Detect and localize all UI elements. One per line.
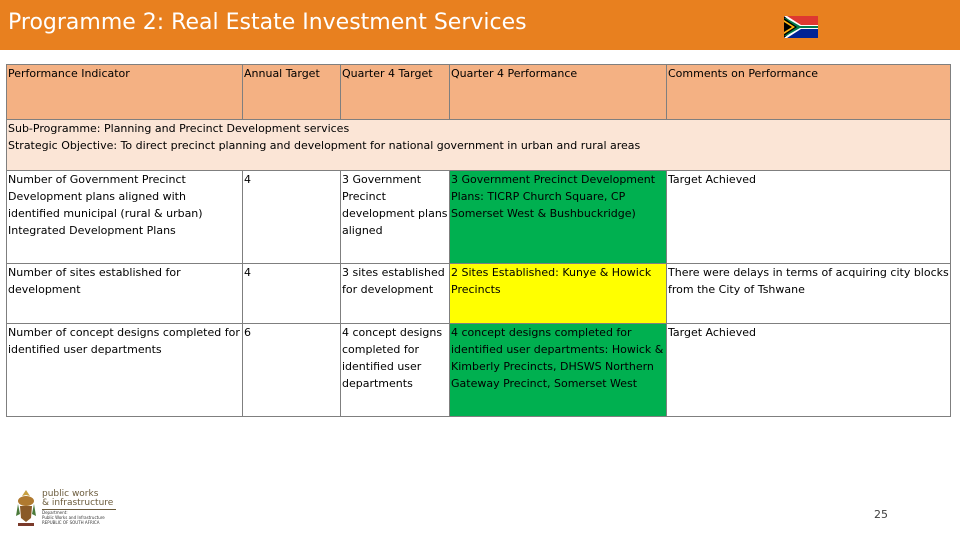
coat-of-arms-icon: [14, 488, 38, 528]
strategic-objective: Strategic Objective: To direct precinct planning and development for national government in urban and rural areas: [8, 139, 641, 152]
header-q4-target: Quarter 4 Target: [341, 65, 450, 120]
subprogramme-row: [7, 120, 951, 171]
subprogramme-cell: [7, 120, 951, 171]
q4-performance-cell: 2 Sites Established: Kunye & Howick Precincts: [450, 264, 667, 324]
page-number: 25: [874, 508, 888, 521]
dpwi-logo: [14, 488, 114, 530]
indicator-cell: Number of sites established for development: [7, 264, 243, 324]
header-q4-performance: Quarter 4 Performance: [450, 65, 667, 120]
table-header-row: [7, 65, 951, 120]
performance-table: [6, 64, 951, 417]
comments-cell: Target Achieved: [667, 324, 951, 417]
logo-department: Department: Public Works and Infrastructure REPUBLIC OF SOUTH AFRICA: [42, 510, 105, 525]
indicator-cell: Number of concept designs completed for identified user departments: [7, 324, 243, 417]
table-row: [7, 171, 951, 264]
header-annual-target: Annual Target: [243, 65, 341, 120]
title-bar: [0, 0, 960, 52]
q4-performance-cell: 3 Government Precinct Development Plans: TICRP Church Square, CP Somerset West & Bushbuckridge): [450, 171, 667, 264]
header-comments: Comments on Performance: [667, 65, 951, 120]
indicator-cell: Number of Government Precinct Development plans aligned with identified municipal (rural & urban) Integrated Development Plans: [7, 171, 243, 264]
table-row: [7, 324, 951, 417]
annual-target-cell: 6: [243, 324, 341, 417]
comments-cell: Target Achieved: [667, 171, 951, 264]
slide-title: Programme 2: Real Estate Investment Services: [8, 10, 527, 35]
south-africa-flag-icon: [784, 16, 818, 38]
subprogramme-title: Sub-Programme: Planning and Precinct Development services: [8, 122, 350, 135]
annual-target-cell: 4: [243, 171, 341, 264]
comments-cell: There were delays in terms of acquiring city blocks from the City of Tshwane: [667, 264, 951, 324]
q4-target-cell: 3 sites established for development: [341, 264, 450, 324]
annual-target-cell: 4: [243, 264, 341, 324]
table-row: [7, 264, 951, 324]
q4-target-cell: 3 Government Precinct development plans aligned: [341, 171, 450, 264]
q4-performance-cell: 4 concept designs completed for identified user departments: Howick & Kimberly Precincts, DHSWS Northern Gateway Precinct, Somerset West: [450, 324, 667, 417]
q4-target-cell: 4 concept designs completed for identified user departments: [341, 324, 450, 417]
header-performance-indicator: Performance Indicator: [7, 65, 243, 120]
logo-name: public works & infrastructure: [42, 489, 114, 508]
